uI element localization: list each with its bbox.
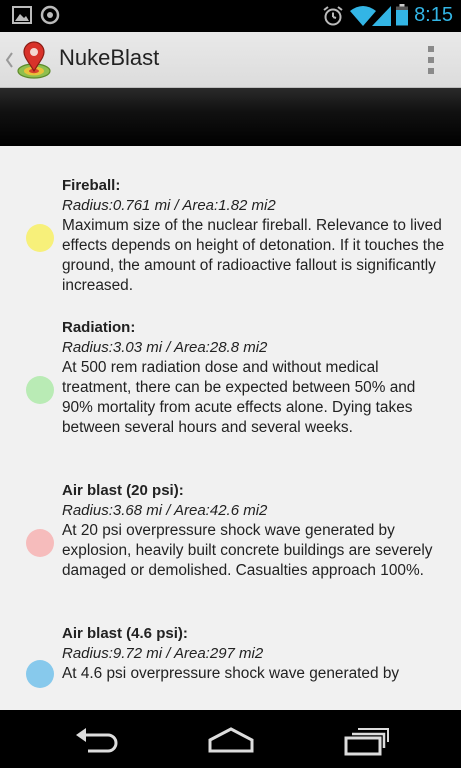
entry-title: Air blast (4.6 psi):: [62, 625, 188, 642]
color-dot: [26, 660, 54, 688]
entry-text: [62, 624, 448, 684]
app-title: NukeBlast: [59, 45, 160, 70]
navigation-bar: [0, 710, 461, 768]
color-dot: [26, 529, 54, 557]
image-icon: [12, 5, 32, 30]
alarm-icon: [322, 5, 344, 32]
entry-radius: Radius:3.03 mi / Area:28.8 mi2: [62, 339, 268, 356]
header-banner: [0, 88, 461, 146]
entry-title: Fireball:: [62, 177, 121, 194]
circle-notification-icon: [40, 5, 60, 30]
battery-icon: [396, 4, 408, 31]
entry-radius: Radius:0.761 mi / Area:1.82 mi2: [62, 197, 276, 214]
overflow-menu-button[interactable]: [423, 44, 439, 76]
entry-title: Air blast (20 psi):: [62, 482, 184, 499]
entry-description: Maximum size of the nuclear fireball. Relevance to lived effects depends on height of detonation. If it touches the ground, the amount of radioactive fallout is significantly increased.: [62, 217, 445, 294]
entry-description: At 20 psi overpressure shock wave generated by explosion, heavily built concrete buildings are severely damaged or demolished. Casualties approach 100%.: [62, 522, 433, 579]
recent-apps-icon[interactable]: [342, 726, 390, 756]
status-bar: [0, 0, 461, 32]
entry-radius: Radius:3.68 mi / Area:42.6 mi2: [62, 502, 268, 519]
color-dot: [26, 376, 54, 404]
entry-radius: Radius:9.72 mi / Area:297 mi2: [62, 645, 264, 662]
home-icon[interactable]: [207, 726, 255, 756]
entry-text: [62, 481, 448, 581]
entry-text: [62, 176, 448, 296]
entry-title: Radiation:: [62, 319, 136, 336]
color-dot: [26, 224, 54, 252]
entry-description: At 4.6 psi overpressure shock wave generated by: [62, 665, 400, 682]
up-caret-icon[interactable]: [4, 48, 14, 72]
entry-text: [62, 318, 448, 438]
map-pin-target-icon[interactable]: [16, 40, 52, 80]
back-icon[interactable]: [74, 726, 122, 756]
clock-time: 8:15: [414, 4, 453, 26]
effects-list: [0, 146, 461, 710]
action-bar: [0, 32, 461, 88]
entry-description: At 500 rem radiation dose and without medical treatment, there can be expected between 50% and 90% mortality from acute effects alone. Dying takes between several hours and several weeks.: [62, 359, 416, 436]
signal-icon: [372, 5, 392, 32]
